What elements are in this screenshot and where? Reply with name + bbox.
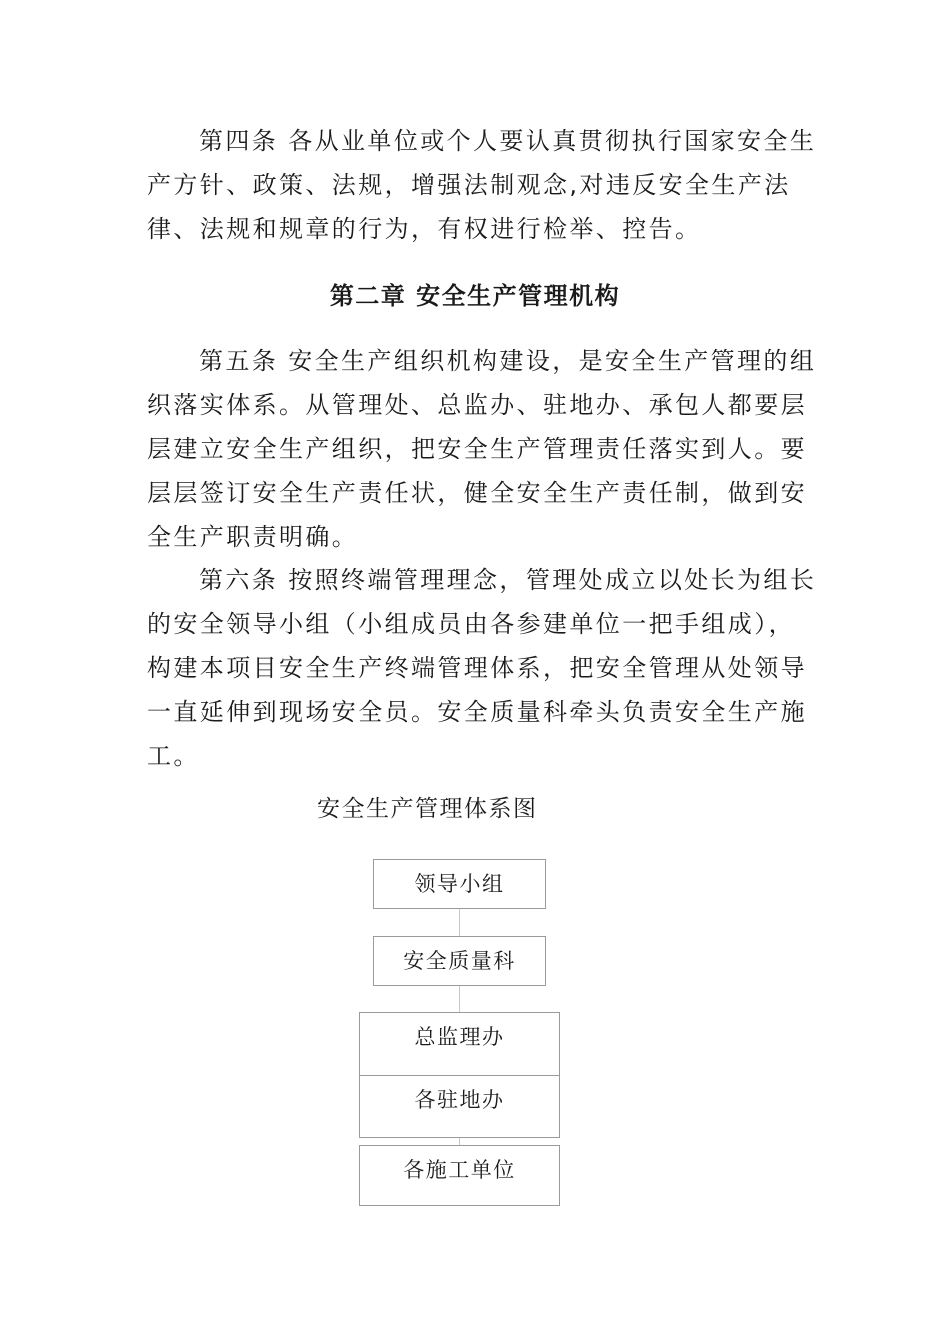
diagram-title: 安全生产管理体系图 [317,796,538,822]
diagram-node-label: 各施工单位 [403,1158,516,1182]
diagram-node-safety-quality-section [373,936,546,986]
diagram-node-construction-units [359,1145,560,1206]
diagram-node-chief-supervision-office [359,1012,560,1076]
chapter-title: 第二章 安全生产管理机构 [329,282,621,310]
article-5-paragraph: 第五条 安全生产组织机构建设，是安全生产管理的组织落实体系。从管理处、总监办、驻地办、承包人都要层层建立安全生产组织，把安全生产管理责任落实到人。要层层签订安全生产责任状，健全安全生产责任制，做到安全生产职责明确。 [147,347,817,551]
diagram-node-label: 领导小组 [414,872,505,896]
diagram-connector [459,909,460,936]
diagram-node-label: 总监理办 [414,1025,505,1049]
article-6-paragraph: 第六条 按照终端管理理念，管理处成立以处长为组长的安全领导小组（小组成员由各参建单位一把手组成），构建本项目安全生产终端管理体系，把安全管理从处领导一直延伸到现场安全员。安全质量科牵头负责安全生产施工。 [147,566,817,770]
diagram-connector [459,986,460,1012]
diagram-node-leadership-group [373,859,546,909]
diagram-node-label: 安全质量科 [403,949,516,973]
diagram-node-label: 各驻地办 [414,1088,505,1112]
diagram-node-resident-offices [359,1075,560,1138]
article-4-paragraph: 第四条 各从业单位或个人要认真贯彻执行国家安全生产方针、政策、法规，增强法制观念,对违反安全生产法律、法规和规章的行为，有权进行检举、控告。 [147,127,817,243]
